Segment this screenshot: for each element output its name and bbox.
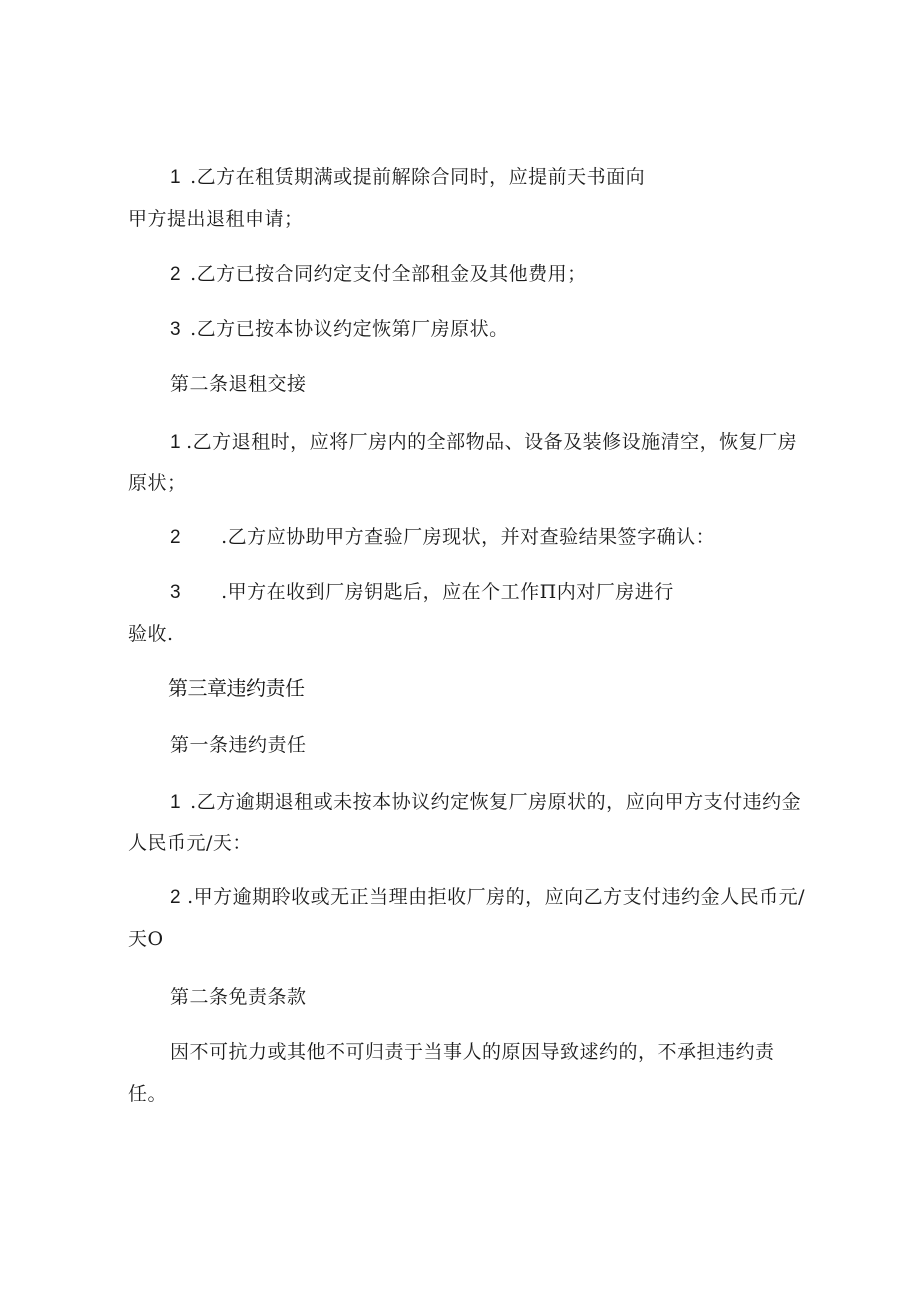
clause-3-number: 3 [170,319,182,340]
breach-1-line-2: 人民币元/天： [128,832,252,854]
exemption-heading: 第二条免责条款 [170,986,307,1008]
handover-3-line-2: 验收. [128,623,174,645]
breach-1-number: 1 [170,792,182,813]
breach-2-line-2: 天O [128,928,164,950]
clause-3-text: .乙方已按本协议约定恢第厂房原状。 [190,318,509,340]
chapter-3-title: 第三章违约责任 [168,678,305,700]
handover-3-text: .甲方在收到厂房钥匙后，应在个工作Π内对厂房进行 [221,581,674,603]
clause-1-text: .乙方在租赁期满或提前解除合同时，应提前天书面向 [190,166,646,188]
handover-3-number: 3 [170,582,182,603]
exemption-line-1: 因不可抗力或其他不可归责于当事人的原因导致逑约的，不承担违约责 [170,1041,775,1063]
handover-1-line-1 [170,429,797,456]
clause-1-line-2: 甲方提出退租申请； [128,208,304,230]
handover-1-number: 1 [170,432,182,453]
clause-3 [170,316,509,343]
clause-2-text: .乙方已按合同约定支付全部租金及其他费用； [190,263,587,285]
breach-2-line-1 [170,884,805,911]
handover-2-number: 2 [170,527,182,548]
handover-1-text: .乙方退租时，应将厂房内的全部物品、设备及装修设施清空，恢复厂房 [186,431,798,453]
clause-1-line-1 [170,164,645,191]
handover-2-text: .乙方应协助甲方查验厂房现状，并对查验结果签字确认： [221,526,716,548]
article-1-heading: 第一条违约责任 [170,734,307,756]
clause-1-number: 1 [170,167,182,188]
clause-2 [170,261,587,288]
clause-2-number: 2 [170,264,182,285]
breach-1-line-1 [170,789,801,816]
handover-2 [170,524,715,551]
breach-2-text: .甲方逾期聆收或无正当理由拒收厂房的，应向乙方支付违约金人民币元/ [187,886,806,908]
handover-3-line-1 [170,579,674,606]
breach-2-number: 2 [170,887,182,908]
breach-1-text: .乙方逾期退租或未按本协议约定恢复厂房原状的，应向甲方支付违约金 [190,791,802,813]
handover-1-line-2: 原状； [128,472,187,494]
article-2-heading: 第二条退租交接 [170,373,307,395]
exemption-line-2: 任。 [128,1083,168,1105]
